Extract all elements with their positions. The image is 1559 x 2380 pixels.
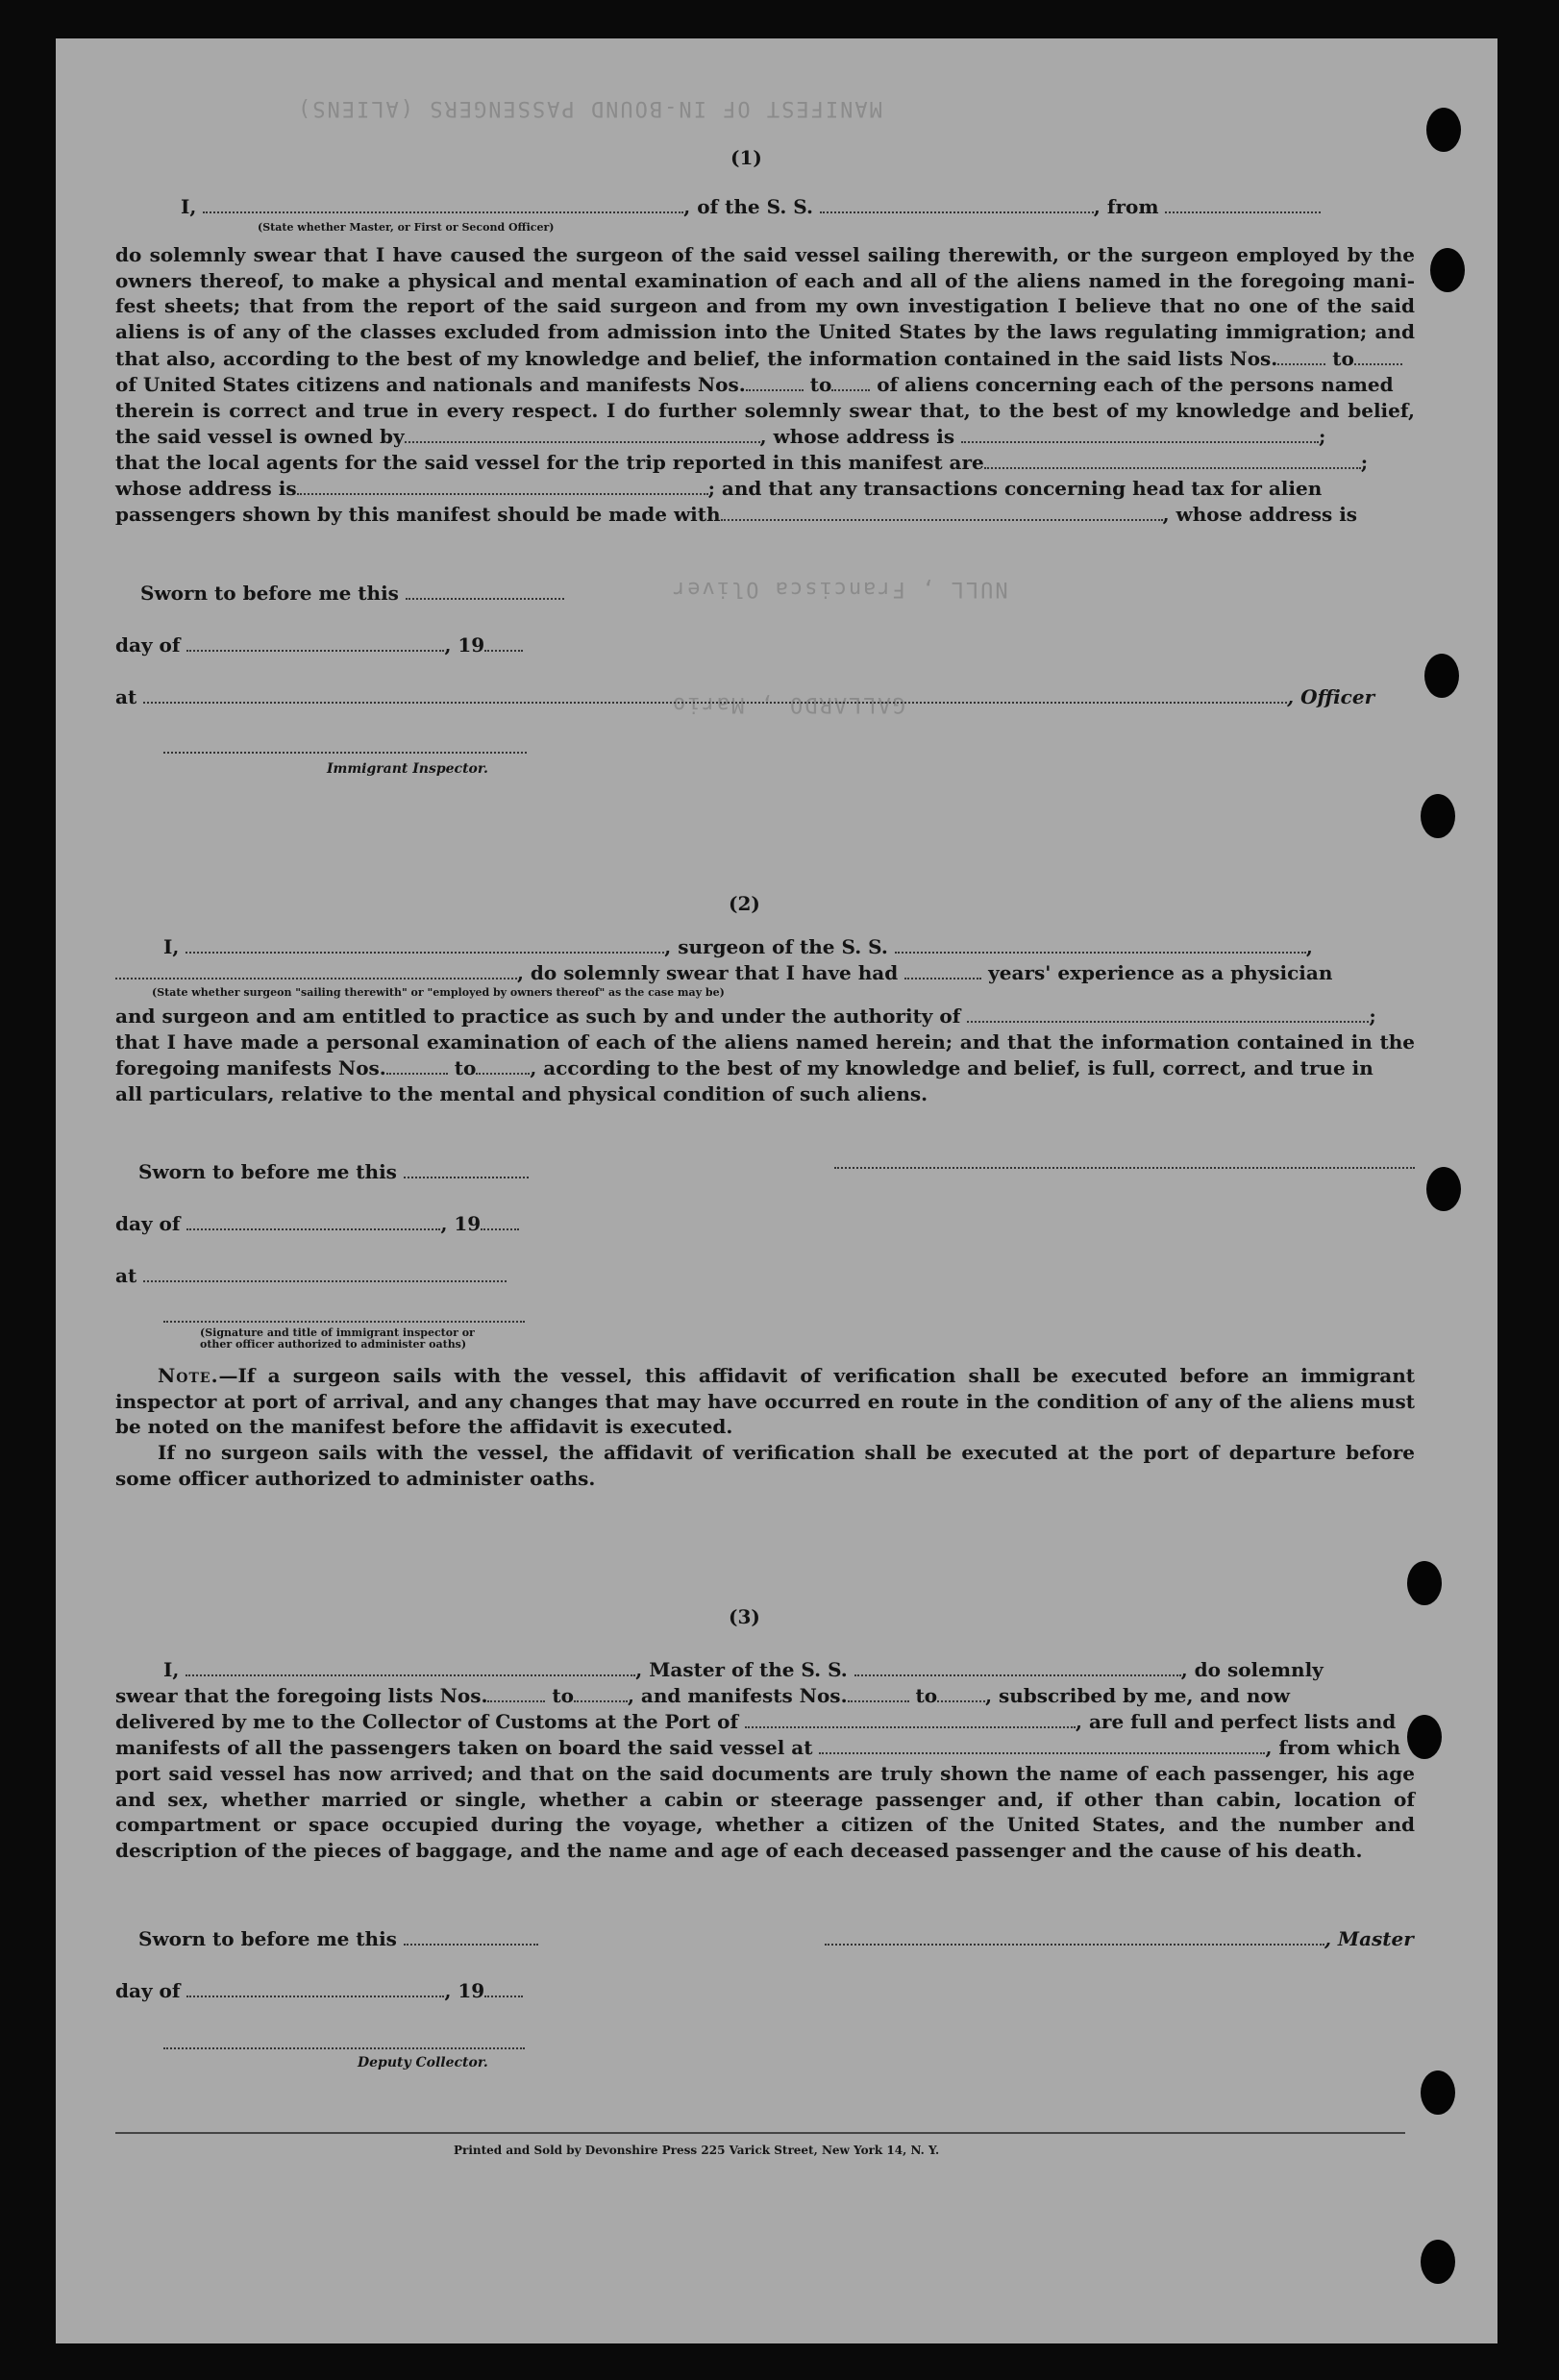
s1-day-of: day of , 19 xyxy=(115,632,523,658)
bleed-through-names-2: GALLARDO , Mario xyxy=(671,692,905,716)
s2-sworn: Sworn to before me this xyxy=(138,1159,529,1185)
binder-hole xyxy=(1407,1715,1442,1759)
s1-officer-note: (State whether Master, or First or Second Officer) xyxy=(258,221,555,234)
s1-line-master: I, , of the S. S. , from xyxy=(181,194,1321,220)
footer-rule xyxy=(115,2132,1405,2134)
s1-line-agents: that the local agents for the said vessel for the trip reported in this manifest are ; xyxy=(115,451,1369,474)
s2-line-experience: , do solemnly swear that I have had years' experience as a physician xyxy=(115,960,1332,986)
s2-line-particulars: all particulars, relative to the mental and physical condition of such aliens. xyxy=(115,1082,928,1105)
s3-line-taken-at: manifests of all the passengers taken on board the said vessel at , from which xyxy=(115,1736,1401,1759)
s2-officer-signature-line xyxy=(163,1321,525,1323)
s3-line-lists: swear that the foregoing lists Nos. to , and manifests Nos. to , subscribed by me, and now xyxy=(115,1684,1290,1707)
s2-line-manifests: foregoing manifests Nos. to , according to the best of my knowledge and belief, is full, correct, and true in xyxy=(115,1056,1373,1079)
s2-sig-caption-2: other officer authorized to administer oaths) xyxy=(200,1338,467,1351)
s3-body: port said vessel has now arrived; and that on the said documents are truly shown the name of each passenger, his age and sex, whether married or single, whether a cabin or steerage passenger and, if other than cabin, location of compartment or space occupied during the voyage, whether a citizen of the United States, and the number and description of the pieces of baggage, and the name and age of each deceased passenger and the cause of his death. xyxy=(115,1762,1415,1862)
binder-hole xyxy=(1421,2070,1455,2115)
s3-collector-signature-line xyxy=(163,2047,525,2049)
s3-line-port: delivered by me to the Collector of Customs at the Port of , are full and perfect lists and xyxy=(115,1710,1397,1733)
binder-hole xyxy=(1426,108,1461,152)
s2-note: Note.—If a surgeon sails with the vessel, this affidavit of verification shall be executed before an immigrant inspector at port of arrival, and any changes that may have occurred en route in the condition of any of the aliens must be noted on the manifest before the affidavit is executed. xyxy=(115,1364,1415,1439)
section-number-3: (3) xyxy=(729,1605,760,1628)
s2-line-examination: that I have made a personal examination of each of the aliens named herein; and that the information contained in the xyxy=(115,1030,1415,1054)
manifest-page xyxy=(56,38,1497,2343)
s2-day-of: day of , 19 xyxy=(115,1211,519,1237)
s1-inspector-signature-line xyxy=(163,752,527,754)
s2-surgeon-signature-line xyxy=(834,1167,1415,1169)
s1-line-owner: the said vessel is owned by , whose address is ; xyxy=(115,425,1326,448)
s2-surgeon-note: (State whether surgeon "sailing therewith" or "employed by owners thereof" as the case may be) xyxy=(152,986,725,999)
s1-at: at , Officer xyxy=(115,685,1375,708)
s3-day-of: day of , 19 xyxy=(115,1978,523,2004)
s3-collector-caption: Deputy Collector. xyxy=(358,2055,488,2070)
s1-line-lists: that also, according to the best of my knowledge and belief, the information contained in the said lists Nos. to xyxy=(115,346,1402,372)
binder-hole xyxy=(1421,794,1455,838)
s3-master-line: , Master xyxy=(825,1926,1414,1952)
binder-hole xyxy=(1424,654,1459,698)
printer-imprint: Printed and Sold by Devonshire Press 225 Varick Street, New York 14, N. Y. xyxy=(454,2144,940,2157)
s1-line-head-tax: passengers shown by this manifest should be made with , whose address is xyxy=(115,503,1358,526)
s3-sworn: Sworn to before me this xyxy=(138,1926,538,1952)
binder-hole xyxy=(1430,248,1465,292)
s1-inspector-caption: Immigrant Inspector. xyxy=(327,761,488,777)
s1-line-further: therein is correct and true in every respect. I do further solemnly swear that, to the best of my knowledge and belief, xyxy=(115,399,1415,422)
bleed-through-names: NULL , Francisca Oliver xyxy=(671,577,1008,601)
s2-sig-caption-1: (Signature and title of immigrant inspector or xyxy=(200,1326,475,1339)
s2-at: at xyxy=(115,1263,507,1289)
bleed-through-header: MANIFEST OF IN-BOUND PASSENGERS (ALIENS) xyxy=(296,96,882,120)
s3-line-master: I, , Master of the S. S. , do solemnly xyxy=(163,1658,1324,1681)
binder-hole xyxy=(1407,1561,1442,1605)
s1-line-manifests: of United States citizens and nationals and manifests Nos. to of aliens concerning each of the persons named xyxy=(115,373,1394,396)
s2-note-2: If no surgeon sails with the vessel, the affidavit of verification shall be executed at the port of departure before some officer authorized to administer oaths. xyxy=(115,1441,1415,1490)
binder-hole xyxy=(1421,2240,1455,2284)
binder-hole xyxy=(1426,1167,1461,1211)
s1-body: do solemnly swear that I have caused the surgeon of the said vessel sailing therewith, or the surgeon employed by the owners thereof, to make a physical and mental examination of each and all of the aliens named in the foregoing mani- fest sheets; that from the report of the said surgeon and from my own investigation I believe that no one of the said aliens is of any of the classes excluded from admission into the United States by the laws regulating immigration; and xyxy=(115,243,1415,343)
s2-line-surgeon: I, , surgeon of the S. S. , xyxy=(163,935,1313,958)
s1-line-agent-address: whose address is ; and that any transactions concerning head tax for alien xyxy=(115,477,1323,500)
section-number-2: (2) xyxy=(729,892,760,915)
section-number-1: (1) xyxy=(730,146,762,169)
s1-sworn: Sworn to before me this xyxy=(140,581,564,607)
s2-line-authority: and surgeon and am entitled to practice as such by and under the authority of ; xyxy=(115,1004,1376,1028)
